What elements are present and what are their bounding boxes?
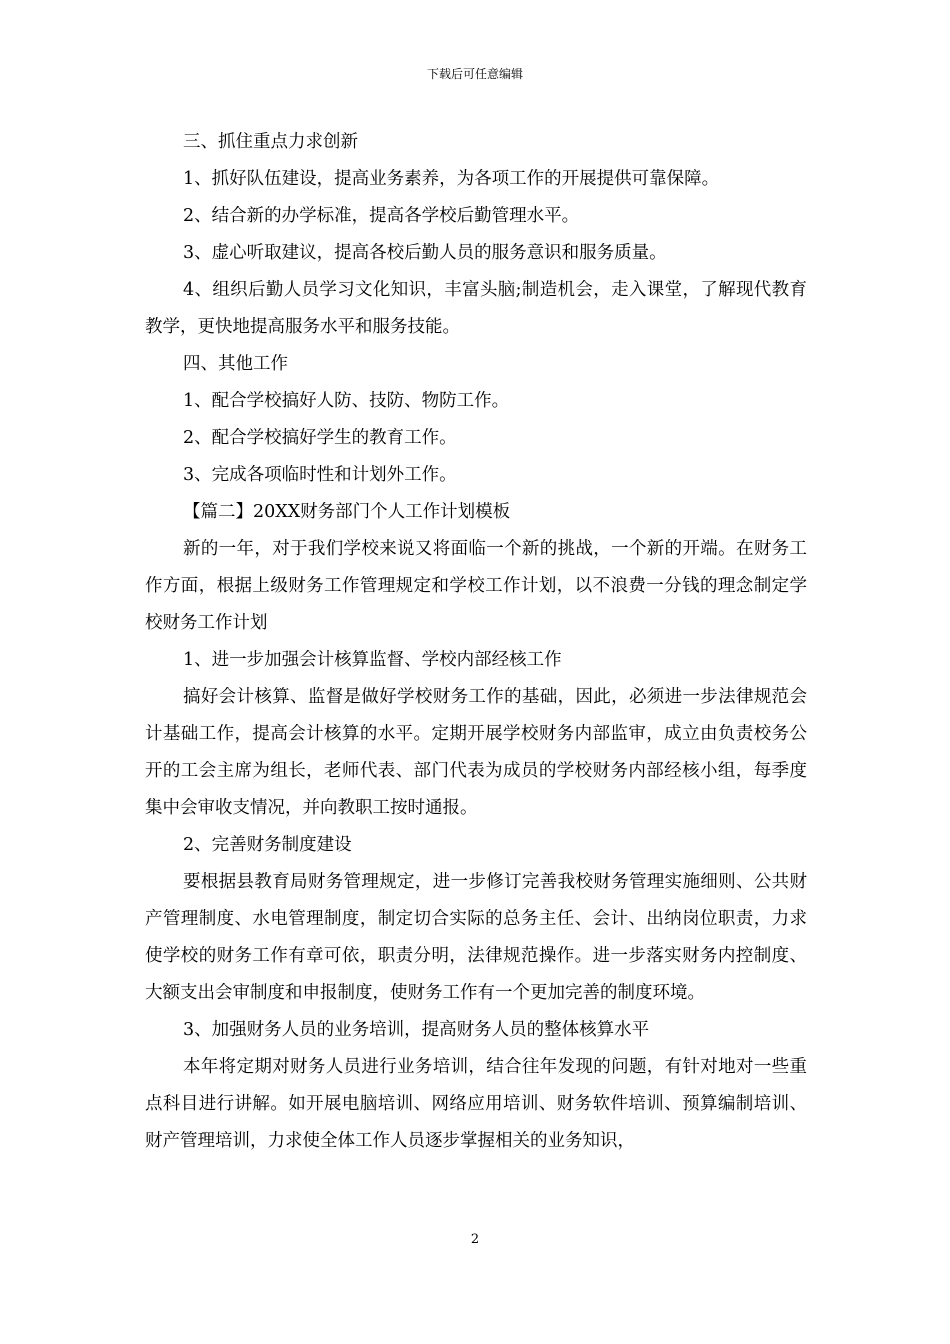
list-item: 2、配合学校搞好学生的教育工作。 <box>183 428 457 448</box>
body-paragraph: 本年将定期对财务人员进行业务培训，结合往年发现的问题，有针对地对一些重点科目进行讲解。如开展电脑培训、网络应用培训、财务软件培训、预算编制培训、财产管理培训，力求使全体工作人员逐步掌握相关的业务知识， <box>145 1057 807 1151</box>
subsection-heading: 1、进一步加强会计核算监督、学校内部经核工作 <box>183 650 562 670</box>
body-paragraph: 搞好会计核算、监督是做好学校财务工作的基础，因此，必须进一步法律规范会计基础工作，提高会计核算的水平。定期开展学校财务内部监审，成立由负责校务公开的工会主席为组长，老师代表、部门代表为成员的学校财务内部经核小组，每季度集中会审收支情况，并向教职工按时通报。 <box>145 687 807 818</box>
article-title: 【篇二】20XX财务部门个人工作计划模板 <box>183 502 511 522</box>
page-header: 下载后可任意编辑 <box>426 67 523 81</box>
page-number: 2 <box>470 1232 480 1247</box>
list-item: 3、虚心听取建议，提高各校后勤人员的服务意识和服务质量。 <box>183 243 667 263</box>
subsection-heading: 3、加强财务人员的业务培训，提高财务人员的整体核算水平 <box>183 1020 650 1040</box>
section-heading-3: 三、抓住重点力求创新 <box>183 132 358 152</box>
list-item: 4、组织后勤人员学习文化知识，丰富头脑;制造机会，走入课堂，了解现代教育教学，更快地提高服务水平和服务技能。 <box>145 280 807 337</box>
subsection-heading: 2、完善财务制度建设 <box>183 835 352 855</box>
list-item: 1、抓好队伍建设，提高业务素养，为各项工作的开展提供可靠保障。 <box>183 169 720 189</box>
body-paragraph: 要根据县教育局财务管理规定，进一步修订完善我校财务管理实施细则、公共财产管理制度、水电管理制度，制定切合实际的总务主任、会计、出纳岗位职责，力求使学校的财务工作有章可依，职责分明，法律规范操作。进一步落实财务内控制度、大额支出会审制度和申报制度，使财务工作有一个更加完善的制度环境。 <box>145 872 807 1003</box>
section-heading-4: 四、其他工作 <box>183 354 288 374</box>
list-item: 3、完成各项临时性和计划外工作。 <box>183 465 457 485</box>
body-paragraph: 新的一年，对于我们学校来说又将面临一个新的挑战，一个新的开端。在财务工作方面，根据上级财务工作管理规定和学校工作计划，以不浪费一分钱的理念制定学校财务工作计划 <box>145 539 807 633</box>
list-item: 2、结合新的办学标准，提高各学校后勤管理水平。 <box>183 206 580 226</box>
document-body <box>145 124 807 1160</box>
list-item: 1、配合学校搞好人防、技防、物防工作。 <box>183 391 510 411</box>
